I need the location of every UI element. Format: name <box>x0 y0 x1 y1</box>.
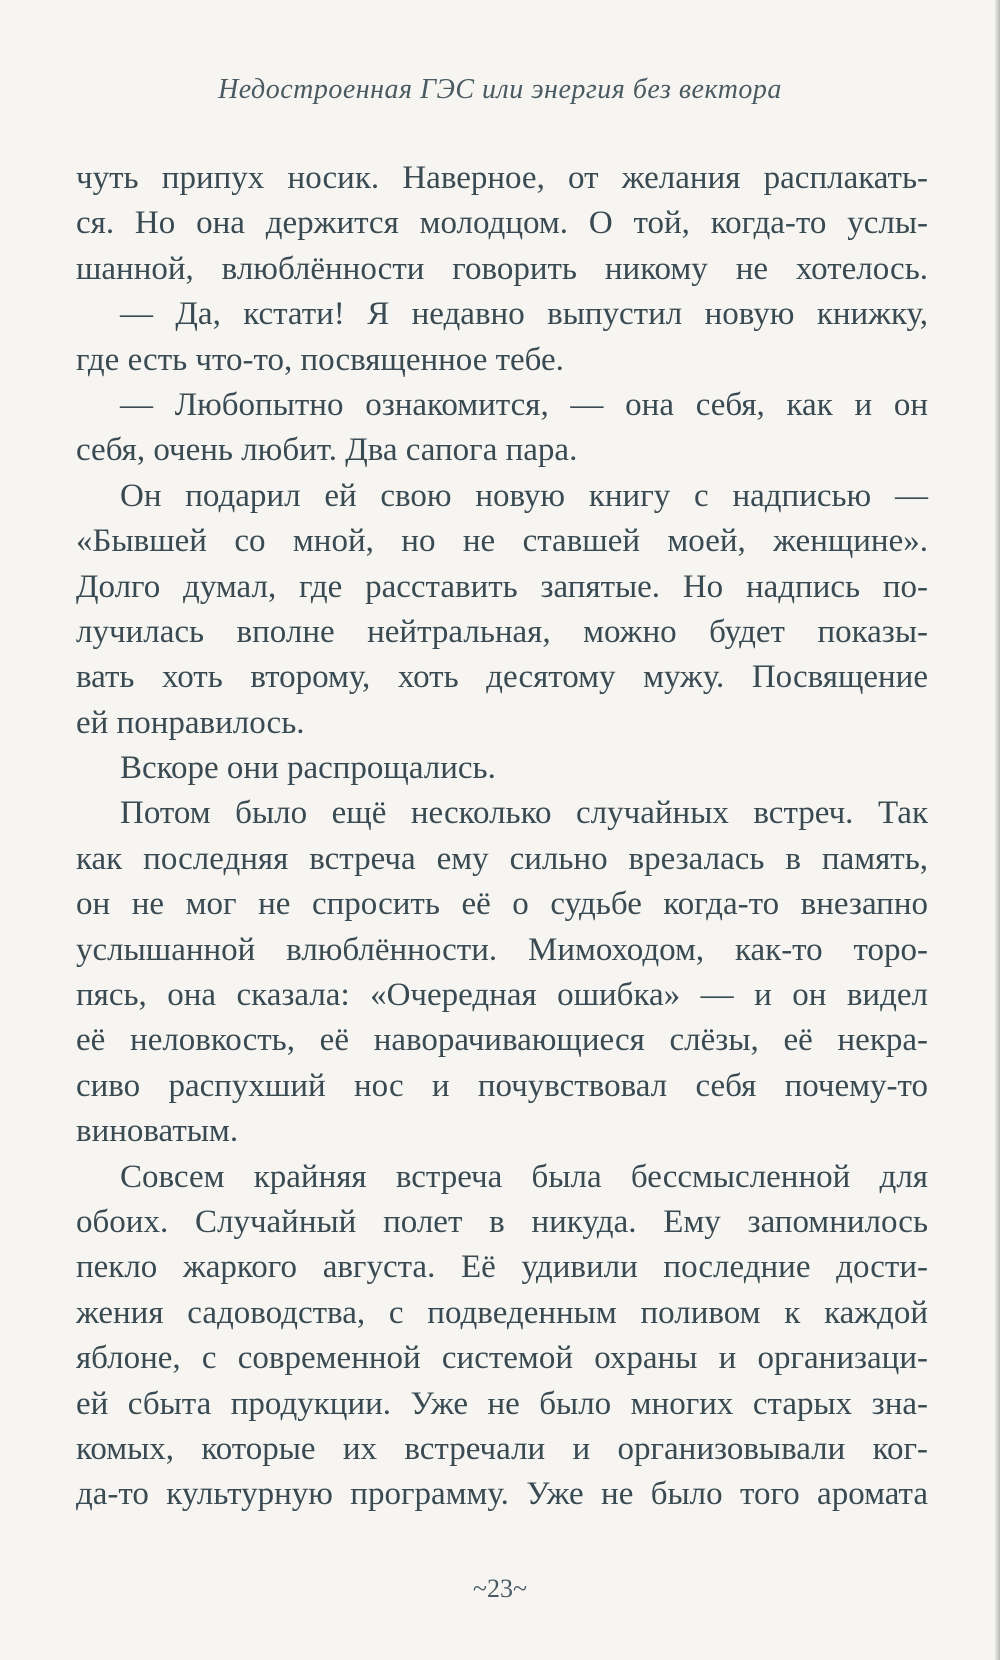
text-line: пясь, она сказала: «Очередная ошибка» — и он видел <box>76 977 928 1014</box>
text-line: вать хоть второму, хоть десятому мужу. Посвящение <box>76 659 928 696</box>
text-line: услышанной влюблённости. Мимоходом, как-то торо- <box>76 931 928 968</box>
text-line: где есть что-то, посвященное тебе. <box>76 341 564 378</box>
text-line: как последняя встреча ему сильно врезалась в память, <box>76 840 928 877</box>
text-line: «Бывшей со мной, но не ставшей моей, женщине». <box>76 523 928 560</box>
running-head: Недостроенная ГЭС или энергия без вектора <box>218 74 782 105</box>
text-line: Совсем крайняя встреча была бессмысленной для <box>120 1158 928 1195</box>
page-number: ~23~ <box>472 1574 528 1603</box>
text-line: да-то культурную программу. Уже не было того аромата <box>76 1476 928 1513</box>
text-line: Вскоре они распрощались. <box>120 750 496 787</box>
text-line: её неловкость, её наворачивающиеся слёзы, её некра- <box>76 1022 928 1059</box>
text-line: пекло жаркого августа. Её удивили последние дости- <box>76 1249 928 1286</box>
text-line: яблоне, с современной системой охраны и организаци- <box>76 1340 928 1377</box>
text-line: — Любопытно ознакомится, — она себя, как и он <box>120 386 928 423</box>
text-line: виноватым. <box>76 1113 239 1150</box>
page-edge-shadow <box>994 0 1000 1660</box>
text-line: Потом было ещё несколько случайных встреч. Так <box>120 795 928 832</box>
text-line: — Да, кстати! Я недавно выпустил новую книжку, <box>120 296 928 333</box>
text-line: себя, очень любит. Два сапога пара. <box>76 432 578 469</box>
text-line: Он подарил ей свою новую книгу с надписью — <box>120 477 928 514</box>
text-line: лучилась вполне нейтральная, можно будет показы- <box>76 613 928 650</box>
text-line: он не мог не спросить её о судьбе когда-то внезапно <box>76 886 928 923</box>
text-line: ей сбыта продукции. Уже не было многих старых зна- <box>76 1385 928 1422</box>
text-line: комых, которые их встречали и организовывали ког- <box>76 1430 928 1467</box>
text-line: ся. Но она держится молодцом. О той, когда-то услы- <box>76 205 928 242</box>
text-line: ей понравилось. <box>76 704 305 741</box>
text-line: чуть припух носик. Наверное, от желания расплакать- <box>76 160 928 196</box>
body-text <box>76 156 928 1518</box>
text-line: шанной, влюблённости говорить никому не хотелось. <box>76 250 928 287</box>
text-line: сиво распухший нос и почувствовал себя почему-то <box>76 1067 928 1104</box>
text-line: Долго думал, где расставить запятые. Но надпись по- <box>76 568 928 605</box>
text-line: обоих. Случайный полет в никуда. Ему запомнилось <box>76 1203 928 1240</box>
text-line: жения садоводства, с подведенным поливом к каждой <box>76 1294 928 1331</box>
